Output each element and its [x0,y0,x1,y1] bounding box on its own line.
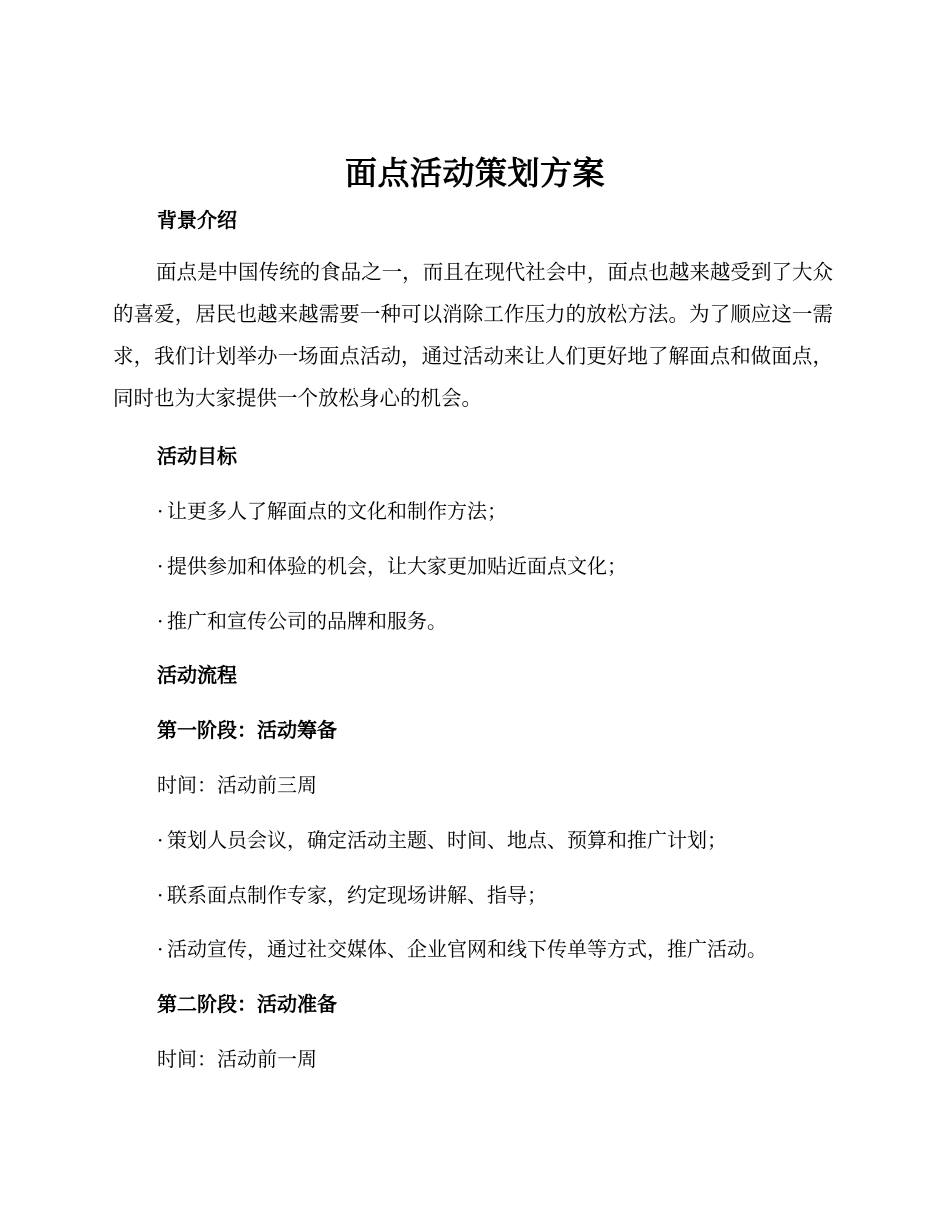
phase-1-time: 时间：活动前三周 [157,773,317,797]
document-title: 面点活动策划方案 [344,154,605,192]
goal-item-text: 提供参加和体验的机会，让大家更加贴近面点文化； [167,554,627,578]
phase-1-item-1 [157,825,727,855]
bullet-mark: · [157,937,164,961]
goal-item-text: 让更多人了解面点的文化和制作方法； [167,499,507,523]
goal-item-text: 推广和宣传公司的品牌和服务。 [167,609,447,633]
goal-item-3 [157,606,447,636]
phase-1-item-text: 联系面点制作专家，约定现场讲解、指导； [167,883,547,907]
bullet-mark: · [157,828,164,852]
phase-1-item-text: 策划人员会议，确定活动主题、时间、地点、预算和推广计划； [167,828,727,852]
phase-2-time: 时间：活动前一周 [157,1047,317,1071]
bullet-mark: · [157,554,164,578]
bullet-mark: · [157,499,164,523]
goal-item-2 [157,551,627,581]
paragraph-background: 面点是中国传统的食品之一，而且在现代社会中，面点也越来越受到了大众的喜爱，居民也越来越需要一种可以消除工作压力的放松方法。为了顺应这一需求，我们计划举办一场面点活动，通过活动来让人们更好地了解面点和做面点，同时也为大家提供一个放松身心的机会。 [113,260,833,410]
heading-background: 背景介绍 [157,208,237,232]
bullet-mark: · [157,609,164,633]
phase-1-item-text: 活动宣传，通过社交媒体、企业官网和线下传单等方式，推广活动。 [167,937,767,961]
phase-1-item-3 [157,934,767,964]
heading-goals: 活动目标 [157,444,237,468]
heading-phase-1: 第一阶段：活动筹备 [157,718,337,742]
heading-phase-2: 第二阶段：活动准备 [157,992,337,1016]
phase-1-item-2 [157,880,547,910]
bullet-mark: · [157,883,164,907]
goal-item-1 [157,496,507,526]
heading-process: 活动流程 [157,663,237,687]
